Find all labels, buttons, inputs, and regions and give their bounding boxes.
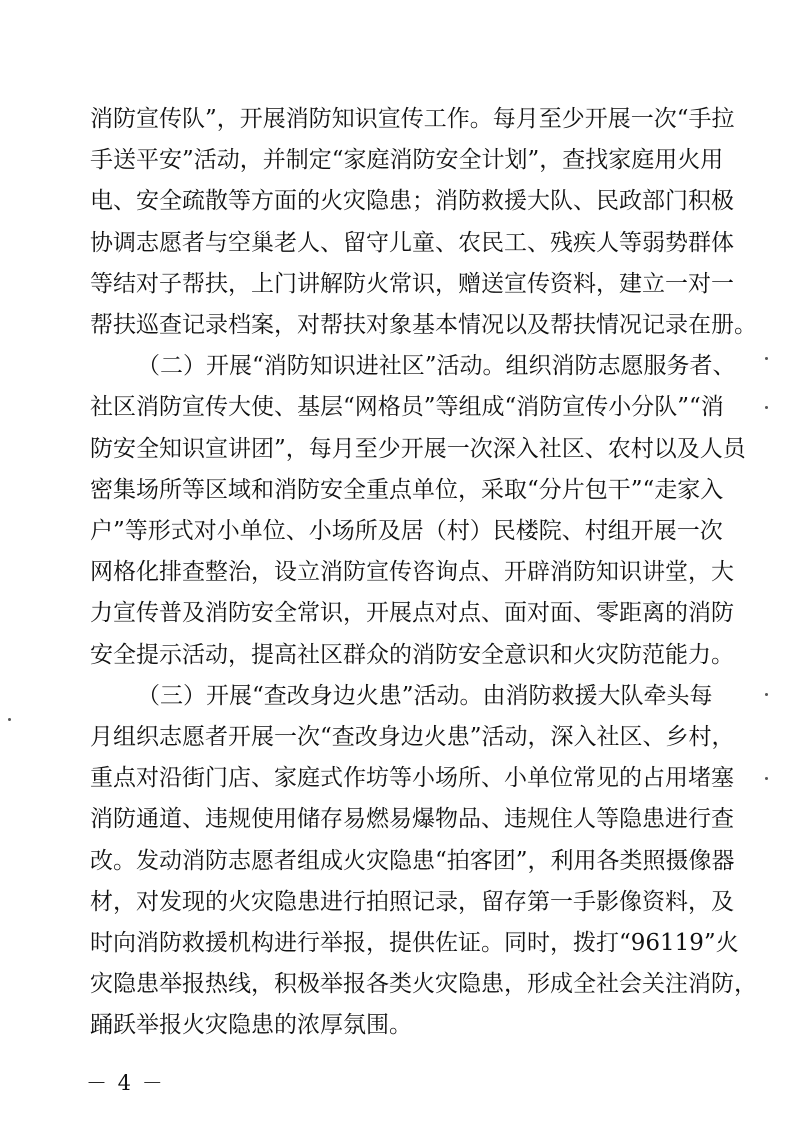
paragraph-line: 电、安全疏散等方面的火灾隐患；消防救援大队、民政部门积极 bbox=[90, 188, 734, 215]
paragraph-line: 消防通道、违规使用储存易燃易爆物品、违规住人等隐患进行查 bbox=[90, 806, 734, 833]
paragraph-line: 改。发动消防志愿者组成火灾隐患“拍客团”，利用各类照摄像器 bbox=[90, 847, 735, 874]
paragraph-line: 力宣传普及消防安全常识，开展点对点、面对面、零距离的消防 bbox=[90, 600, 734, 627]
paragraph-line: 材，对发现的火灾隐患进行拍照记录，留存第一手影像资料，及 bbox=[90, 888, 734, 915]
margin-dot bbox=[765, 406, 768, 409]
paragraph-line: 手送平安”活动，并制定“家庭消防安全计划”，查找家庭用火用 bbox=[90, 147, 724, 174]
paragraph-line: 协调志愿者与空巢老人、留守儿童、农民工、残疾人等弱势群体 bbox=[90, 229, 734, 256]
paragraph-line: （三）开展“查改身边火患”活动。由消防救援大队牵头每 bbox=[137, 682, 713, 709]
margin-dot bbox=[8, 718, 11, 721]
margin-dot bbox=[765, 777, 768, 780]
paragraph-line: 时向消防救援机构进行举报，提供佐证。同时，拨打“96119”火 bbox=[90, 930, 739, 956]
margin-dot bbox=[765, 693, 768, 696]
paragraph-line: 帮扶巡查记录档案，对帮扶对象基本情况以及帮扶情况记录在册。 bbox=[90, 312, 757, 338]
paragraph-line: 重点对沿街门店、家庭式作坊等小场所、小单位常见的占用堵塞 bbox=[90, 765, 734, 792]
paragraph-line: 社区消防宣传大使、基层“网格员”等组成“消防宣传小分队”“消 bbox=[90, 394, 724, 421]
paragraph-line: 密集场所等区域和消防安全重点单位，采取“分片包干”“走家入 bbox=[90, 476, 724, 503]
margin-dot bbox=[765, 357, 768, 360]
paragraph-line: 安全提示活动，提高社区群众的消防安全意识和火灾防范能力。 bbox=[90, 641, 734, 668]
paragraph-line: 等结对子帮扶，上门讲解防火常识，赠送宣传资料，建立一对一 bbox=[90, 270, 734, 297]
page-number: － 4 － bbox=[86, 1070, 165, 1095]
paragraph-line: （二）开展“消防知识进社区”活动。组织消防志愿服务者、 bbox=[137, 353, 736, 380]
paragraph-line: 灾隐患举报热线，积极举报各类火灾隐患，形成全社会关注消防， bbox=[90, 971, 757, 998]
paragraph-line: 踊跃举报火灾隐患的浓厚氛围。 bbox=[90, 1012, 412, 1039]
paragraph-line: 网格化排查整治，设立消防宣传咨询点、开辟消防知识讲堂，大 bbox=[90, 559, 734, 586]
paragraph-line: 月组织志愿者开展一次“查改身边火患”活动，深入社区、乡村， bbox=[90, 724, 735, 750]
paragraph-line: 防安全知识宣讲团”，每月至少开展一次深入社区、农村以及人员 bbox=[90, 435, 746, 462]
paragraph-line: 户”等形式对小单位、小场所及居（村）民楼院、村组开展一次 bbox=[90, 518, 723, 544]
paragraph-line: 消防宣传队”，开展消防知识宣传工作。每月至少开展一次“手拉 bbox=[90, 106, 735, 132]
